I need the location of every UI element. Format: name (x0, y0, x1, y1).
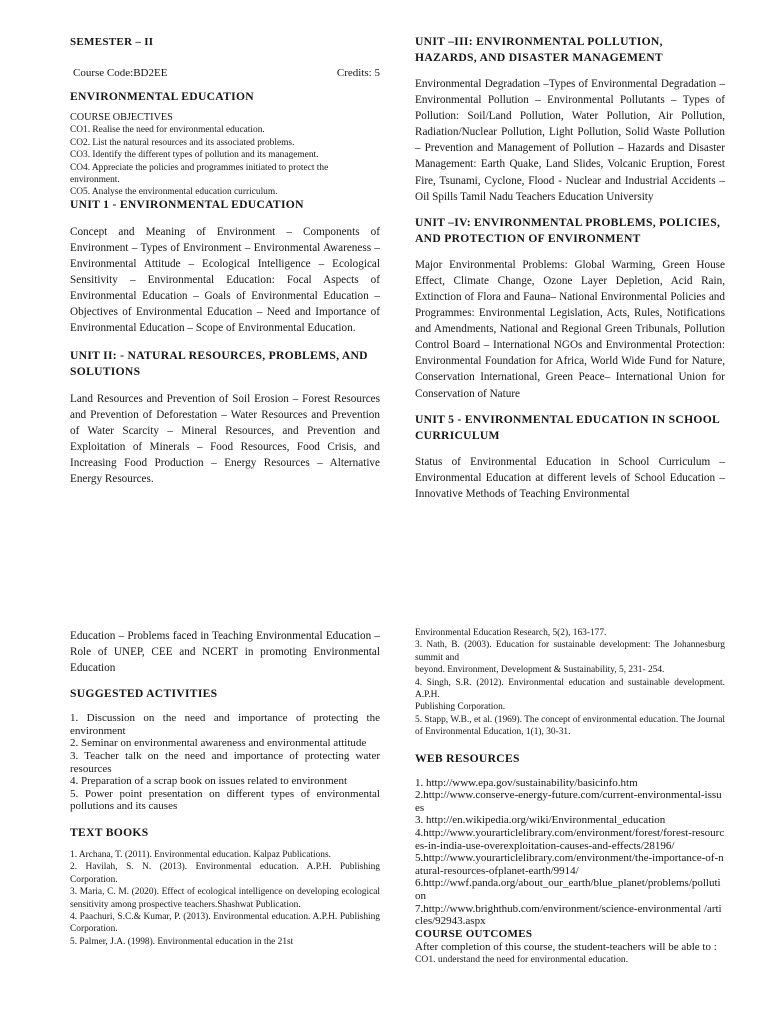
objectives-heading: COURSE OBJECTIVES (70, 112, 173, 123)
references-list (415, 627, 725, 739)
textbooks-list (70, 849, 380, 948)
unit5-body: Status of Environmental Education in School Curriculum – Environmental Education at different levels of School Education –Innovative Methods of Teaching Environmental (415, 455, 725, 500)
column-top-right (415, 34, 725, 502)
web-resource-link[interactable]: 5.http://www.yourarticlelibrary.com/environment/the-importance-of-natural-resources-ofplanet-earth/9914/ (415, 852, 724, 877)
activity-item: 3. Teacher talk on the need and importance of protecting water resources (70, 750, 380, 775)
objectives-block (70, 112, 380, 199)
unit2-heading: UNIT II: - NATURAL RESOURCES, PROBLEMS, AND SOLUTIONS (70, 348, 368, 378)
textbook-item: 5. Palmer, J.A. (1998). Environmental education in the 21st (70, 936, 294, 947)
course-outcomes-intro: After completion of this course, the student-teachers will be able to : (415, 940, 717, 953)
textbooks-heading: TEXT BOOKS (70, 826, 149, 840)
unit2-body: Land Resources and Prevention of Soil Erosion – Forest Resources and Prevention of Deforestation – Water Resources and Prevention of Water Scarcity – Mineral Resources, and Prevention and Exploitation of Minerals – Food Resources, Food Crisis, and Increasing Food Production – Energy Resources – Alternative Energy Resources. (70, 392, 380, 485)
web-resource-link[interactable]: 1. http://www.epa.gov/sustainability/basicinfo.htm (415, 776, 638, 789)
activity-item: 1. Discussion on the need and importance of protecting the environment (70, 712, 380, 737)
course-outcomes-heading: COURSE OUTCOMES (415, 927, 533, 940)
reference-item: Environmental Education Research, 5(2), 163-177. (415, 628, 607, 638)
activities-heading: SUGGESTED ACTIVITIES (70, 687, 218, 701)
objective-item: CO3. Identify the different types of pollution and its management. (70, 150, 319, 161)
objective-item: CO2. List the natural resources and its associated problems. (70, 137, 295, 148)
objective-item: CO5. Analyse the environmental education curriculum. (70, 187, 278, 198)
activities-list (70, 712, 380, 813)
column-top-left (70, 34, 380, 487)
web-resource-link[interactable]: 3. http://en.wikipedia.org/wiki/Environmental_education (415, 814, 666, 827)
web-resource-link[interactable]: 6.http://wwf.panda.org/about_our_earth/blue_planet/problems/pollution (415, 877, 721, 902)
web-resource-link[interactable]: 2.http://www.conserve-energy-future.com/current-environmental-issues (415, 789, 722, 814)
web-resource-link[interactable]: 4.http://www.yourarticlelibrary.com/environment/forest/forest-resources-in-india-use-overexploitation-causes-and-effects/28196/ (415, 827, 725, 852)
semester-heading: SEMESTER – II (70, 36, 154, 48)
textbook-item: 1. Archana, T. (2011). Environmental education. Kalpaz Publications. (70, 850, 331, 861)
textbook-item: 4. Paachuri, S.C.& Kumar, P. (2013). Environmental education. A.P.H. Publishing Corporation. (70, 912, 380, 935)
reference-item: 5. Stapp, W.B., et al. (1969). The concept of environmental education. The Journal of Environmental Education, 1(1), 30-31. (415, 714, 725, 738)
textbook-item: 3. Maria, C. M. (2020). Effect of ecological intelligence on developing ecological sensitivity among prospective teachers.Shashwat Publication. (70, 887, 380, 910)
activity-item: 4. Preparation of a scrap book on issues related to environment (70, 775, 348, 788)
reference-item: 3. Nath, B. (2003). Education for sustainable development: The Johannesburg summit and (415, 640, 725, 663)
unit1-heading: UNIT 1 - ENVIRONMENTAL EDUCATION (70, 197, 304, 211)
unit4-heading: UNIT –IV: ENVIRONMENTAL PROBLEMS, POLICIES, AND PROTECTION OF ENVIRONMENT (415, 215, 721, 245)
web-resource-link[interactable]: 7.http://www.brighthub.com/environment/science-environmental /articles/92943.aspx (415, 902, 722, 928)
unit5-continuation: Education – Problems faced in Teaching Environmental Education – Role of UNEP, CEE and NCERT in promoting Environmental Education (70, 630, 380, 675)
unit3-heading: UNIT –III: ENVIRONMENTAL POLLUTION, HAZARDS, AND DISASTER MANAGEMENT (415, 35, 663, 64)
unit5-heading: UNIT 5 - ENVIRONMENTAL EDUCATION IN SCHOOL CURRICULUM (415, 412, 720, 442)
activity-item: 5. Power point presentation on different types of environmental pollutions and its causes (70, 787, 380, 813)
reference-item: 4. Singh, S.R. (2012). Environmental education and sustainable development. A.P.H. (415, 677, 725, 701)
subject-title: ENVIRONMENTAL EDUCATION (70, 90, 254, 103)
unit3-body: Environmental Degradation –Types of Environmental Degradation – Environmental Pollution – Environmental Pollutants – Types of Pollution: Soil/Land Pollution, Water Pollution, Air Pollution, Radiation/Nuclear Pollution, Light Pollution, Solid Waste Pollution – Prevention and Management of Pollution – Hazards and Disaster Management: Earth Quake, Land Slides, Volcanic Eruption, Forest Fire, Tsunami, Cyclone, Flood - Nuclear and Industrial Accidents – Oil Spills Tamil Nadu Teachers Education University (415, 78, 725, 203)
reference-item: beyond. Environment, Development & Sustainability, 5, 231- 254. (415, 665, 665, 676)
unit4-body: Major Environmental Problems: Global Warming, Green House Effect, Climate Change, Ozone Layer Depletion, Acid Rain, Extinction of Flora and Fauna– National Environmental Policies and Programmes: Environmental Legislation, Acts, Rules, Notifications and Amendments, National and Regional Green Tribunals, Pollution Control Board – International NGOs and Environmental Protection: Environmental Foundation for Africa, World Wide Fund for Nature, Conservation International, Green Peace– International Union for Conservation of Nature (415, 258, 725, 400)
web-resources-list (415, 777, 725, 928)
unit1-body: Concept and Meaning of Environment – Components of Environment – Types of Environment – Environmental Awareness – Environmental Attitude – Ecological Intelligence – Ecological Sensitivity – Environmental Education: Focal Aspects of Environmental Education – Goals of Environmental Education – Objectives of Environmental Education – Need and Importance of Environmental Education – Scope of Environmental Education. (70, 225, 380, 335)
credits: Credits: 5 (336, 67, 380, 79)
objective-item: CO1. Realise the need for environmental education. (70, 125, 265, 136)
textbook-item: 2. Havilah, S. N. (2013). Environmental education. A.P.H. Publishing Corporation. (70, 862, 380, 885)
objective-item: CO4. Appreciate the policies and programmes initiated to protect the environment. (70, 162, 329, 186)
web-resources-heading: WEB RESOURCES (415, 751, 520, 765)
course-outcome-item: CO1. understand the need for environmental education. (415, 953, 629, 965)
reference-item: Publishing Corporation. (415, 702, 506, 713)
activity-item: 2. Seminar on environmental awareness and environmental attitude (70, 737, 367, 750)
column-bottom-right (415, 627, 725, 966)
course-code: Course Code:BD2EE (73, 67, 168, 79)
course-info-row (73, 67, 380, 79)
column-bottom-left (70, 628, 380, 948)
